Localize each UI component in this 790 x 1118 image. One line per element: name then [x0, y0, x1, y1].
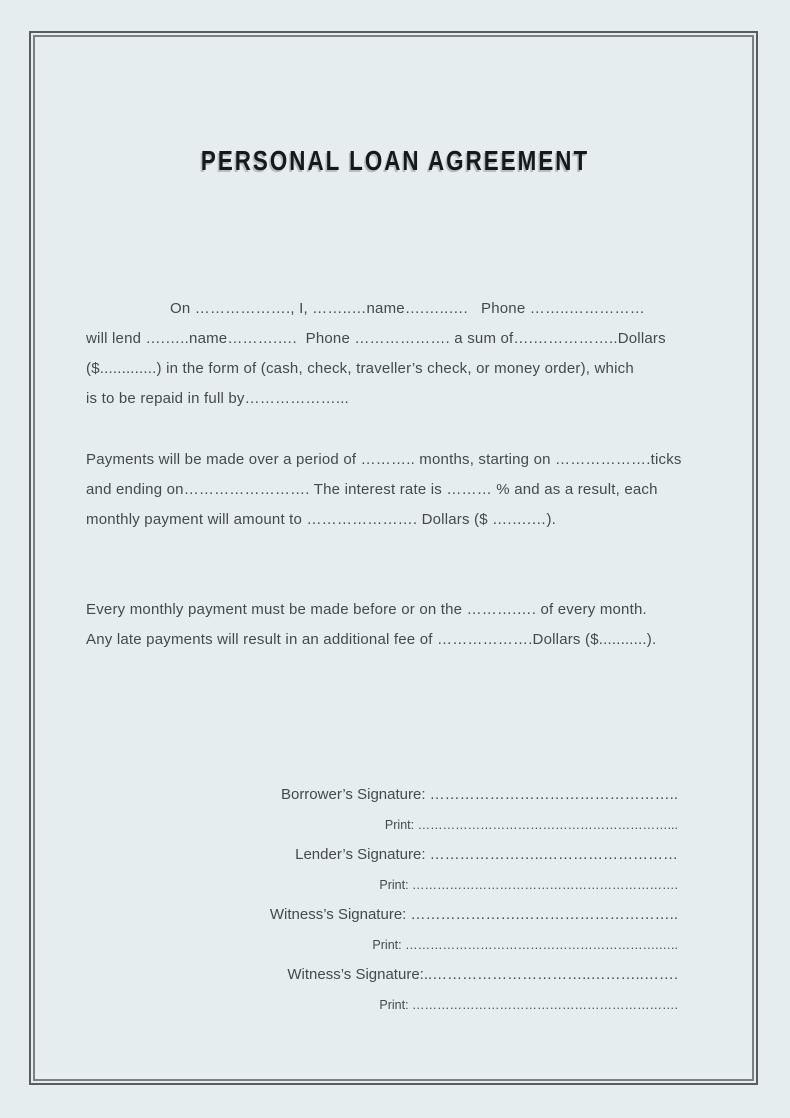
signature-section — [86, 780, 678, 1020]
lender-signature-line: Lender’s Signature: …………………..……………………… — [295, 846, 678, 863]
paragraph-line: On ………………., I, ……..…name….…..…. Phone ……..…………… — [170, 300, 645, 317]
late-payment-paragraph — [86, 595, 711, 655]
witness1-signature-line: Witness’s Signature: ………………….………………………….. — [269, 906, 678, 923]
witness2-print-line: Print: ………………………………………………………. — [379, 998, 678, 1012]
witness2-signature-line: Witness’s Signature:..…………………………..………..……. — [287, 966, 678, 983]
loan-terms-paragraph — [86, 294, 711, 414]
paragraph-line: is to be repaid in full by………………... — [86, 390, 349, 407]
borrower-signature-line: Borrower’s Signature: ………………………………………….. — [280, 786, 678, 803]
document-title: PERSONAL LOAN AGREEMENT — [200, 144, 590, 176]
paragraph-line: ($.............) in the form of (cash, check, traveller’s check, or money order), which — [86, 360, 634, 377]
paragraph-line: and ending on……………………. The interest rate is ……… % and as a result, each — [86, 481, 658, 498]
paragraph-line: Every monthly payment must be made before or on the ……….…. of every month. — [86, 601, 647, 618]
borrower-print-line: Print: ……………………………………………………... — [384, 818, 678, 832]
lender-print-line: Print: ………………………………………………………. — [379, 878, 678, 892]
paragraph-line: Any late payments will result in an additional fee of ……………….Dollars ($...........). — [86, 631, 657, 648]
witness1-print-line: Print: …………………………………………………….….. — [372, 938, 678, 952]
paragraph-line: will lend ….…..name……….…. Phone ………………. a sum of….……………..Dollars — [86, 330, 666, 347]
paragraph-line: monthly payment will amount to …………………. Dollars ($ ….….…). — [86, 511, 557, 528]
payment-terms-paragraph — [86, 445, 711, 535]
paragraph-line: Payments will be made over a period of ……….. months, starting on ……………….ticks — [86, 451, 682, 468]
